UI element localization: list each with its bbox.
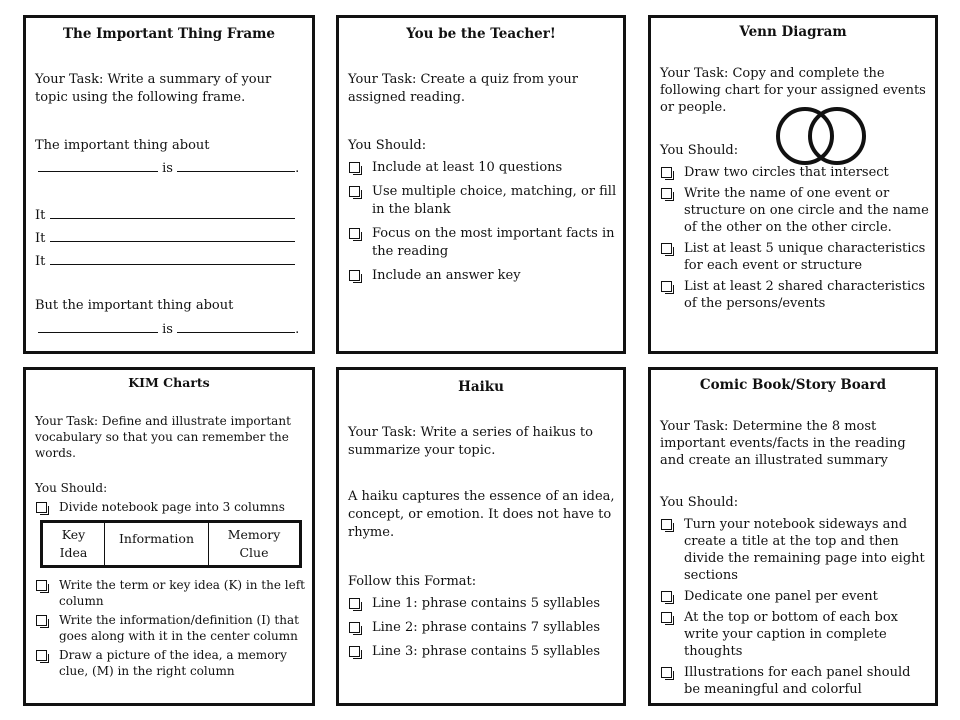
checklist-item: Illustrations for each panel should be meaningful and colorful — [660, 664, 929, 698]
checklist — [348, 159, 617, 291]
checkbox-icon — [661, 667, 672, 678]
checkbox-icon — [349, 162, 360, 173]
card-title: Venn Diagram — [739, 24, 847, 40]
card-venn — [648, 15, 938, 354]
card-title: You be the Teacher! — [406, 26, 556, 42]
checklist-item: List at least 2 shared characteristics of the persons/events — [660, 278, 929, 312]
checklist-item: Write the term or key idea (K) in the left column — [35, 577, 306, 609]
checkbox-icon — [349, 270, 360, 281]
checklist-item: List at least 5 unique characteristics for each event or structure — [660, 240, 929, 274]
haiku-description: A haiku captures the essence of an idea, concept, or emotion. It does not have to rhyme. — [348, 489, 615, 540]
it-word: It — [35, 231, 46, 246]
checkbox-icon — [661, 243, 672, 254]
checkbox-icon — [36, 502, 47, 513]
checklist — [660, 164, 929, 316]
frame-blank-row-1 — [38, 159, 299, 176]
checklist-item: Draw a picture of the idea, a memory clue, (M) in the right column — [35, 647, 306, 679]
checklist-item: Turn your notebook sideways and create a title at the top and then divide the remaining page into eight sections — [660, 516, 929, 584]
task-text: Your Task: Copy and complete the following chart for your assigned events or people. — [660, 66, 926, 115]
card-teacher — [336, 15, 626, 354]
task-text: Your Task: Create a quiz from your assigned reading. — [348, 72, 578, 105]
blank-line — [50, 206, 295, 219]
checkbox-icon — [349, 622, 360, 633]
checkbox-icon — [36, 650, 47, 661]
card-title: Haiku — [458, 379, 504, 395]
checkbox-icon — [36, 580, 47, 591]
card-important-thing — [23, 15, 315, 354]
checklist-item: At the top or bottom of each box write your caption in complete thoughts — [660, 609, 929, 660]
checklist-item: Dedicate one panel per event — [660, 588, 929, 605]
kim-columns-table — [40, 520, 302, 568]
card-title: The Important Thing Frame — [62, 26, 276, 42]
frame-blank-row-2 — [38, 320, 299, 337]
checklist-item: Divide notebook page into 3 columns — [35, 499, 306, 515]
it-word: It — [35, 254, 46, 269]
should-heading: You Should: — [348, 138, 427, 153]
blank-line — [177, 320, 295, 333]
format-heading: Follow this Format: — [348, 574, 477, 589]
task-text: Your Task: Determine the 8 most important events/facts in the reading and create an illustrated summary — [660, 419, 906, 468]
checkbox-icon — [661, 188, 672, 199]
period: . — [295, 322, 300, 337]
checklist-item: Focus on the most important facts in the reading — [348, 225, 617, 261]
column-key-idea: Key Idea — [43, 523, 105, 565]
should-heading: You Should: — [35, 481, 108, 495]
checklist-item: Line 2: phrase contains 7 syllables — [348, 619, 617, 637]
frame-line-1: The important thing about — [35, 138, 210, 153]
column-information: Information — [105, 523, 209, 565]
blank-line — [38, 320, 158, 333]
checklist-item: Line 1: phrase contains 5 syllables — [348, 595, 617, 613]
card-title: Comic Book/Story Board — [699, 377, 887, 393]
blank-line — [177, 159, 295, 172]
blank-line — [38, 159, 158, 172]
checklist-item: Use multiple choice, matching, or fill in the blank — [348, 183, 617, 219]
card-haiku — [336, 367, 626, 706]
checklist-item: Write the name of one event or structure on one circle and the name of the other on the other circle. — [660, 185, 929, 236]
card-kim — [23, 367, 315, 706]
should-heading: You Should: — [660, 143, 739, 158]
checklist — [35, 577, 306, 682]
it-row-1 — [35, 206, 295, 223]
it-row-2 — [35, 229, 295, 246]
frame-line-but: But the important thing about — [35, 298, 234, 313]
task-text: Your Task: Define and illustrate important vocabulary so that you can remember the words. — [35, 414, 291, 460]
checklist — [660, 516, 929, 702]
checklist — [348, 595, 617, 667]
checklist-item: Include an answer key — [348, 267, 617, 285]
is-word: is — [162, 161, 173, 176]
blank-line — [50, 229, 295, 242]
checkbox-icon — [661, 167, 672, 178]
is-word: is — [162, 322, 173, 337]
checklist — [35, 499, 306, 518]
checkbox-icon — [349, 228, 360, 239]
it-row-3 — [35, 252, 295, 269]
period: . — [295, 161, 300, 176]
checklist-item: Include at least 10 questions — [348, 159, 617, 177]
column-memory-clue: Memory Clue — [227, 527, 281, 560]
checklist-item: Write the information/definition (I) that goes along with it in the center column — [35, 612, 306, 644]
checkbox-icon — [36, 615, 47, 626]
card-title: KIM Charts — [128, 375, 210, 390]
checkbox-icon — [661, 612, 672, 623]
card-comic — [648, 367, 938, 706]
checkbox-icon — [661, 519, 672, 530]
should-heading: You Should: — [660, 495, 739, 510]
blank-line — [50, 252, 295, 265]
task-text: Your Task: Write a series of haikus to summarize your topic. — [348, 425, 593, 458]
checklist-item: Line 3: phrase contains 5 syllables — [348, 643, 617, 661]
checklist-item: Draw two circles that intersect — [660, 164, 929, 181]
checkbox-icon — [661, 591, 672, 602]
checkbox-icon — [349, 186, 360, 197]
task-text: Your Task: Write a summary of your topic using the following frame. — [35, 72, 272, 105]
checkbox-icon — [349, 598, 360, 609]
checkbox-icon — [661, 281, 672, 292]
it-word: It — [35, 208, 46, 223]
checkbox-icon — [349, 646, 360, 657]
